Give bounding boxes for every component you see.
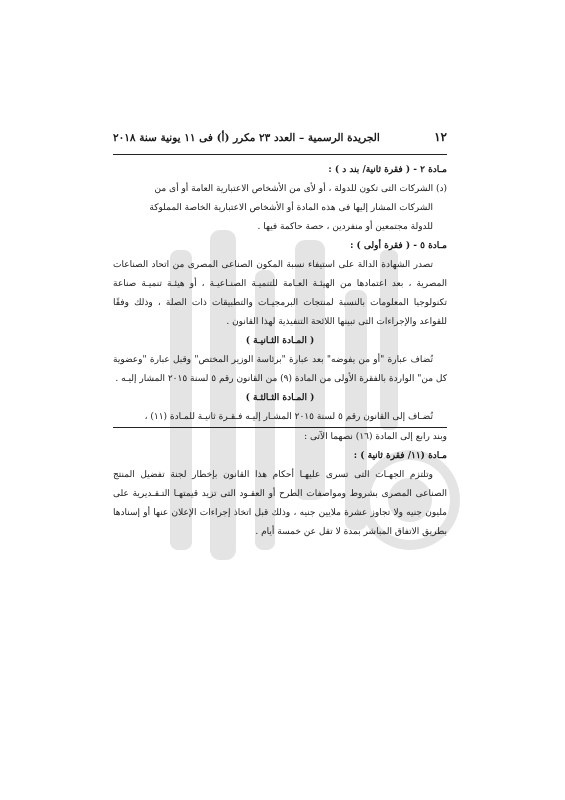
article-11-text: وتلتزم الجهـات التى تسرى عليهـا أحكام هذا القانون بإخطار لجنة تفضيل المنتج الصناعى المصرى بشروط ومواصفات الطرح أو العقـود التى تزيد قيمتهـا التـقـديرية على مليون جنيه ولا تجاوز عشرة ملايين جنيه ، وذلك قبل اتخاذ إجراءات الإعلان عنها أو إسنادها بطريق الاتفاق المباشر بمدة لا تقل عن خمسة أيام . [113, 470, 447, 537]
page-number: ١٢ [434, 130, 447, 144]
article-5-heading: مـادة ٥ - ( فقرة أولى ) : [350, 241, 447, 251]
page-header [113, 128, 447, 155]
second-article-text: تُضاف عبارة "أو من يفوضه" بعد عبارة "برئاسة الوزير المختص" وقبل عبارة "وعضوية كل من" الواردة بالفقرة الأولى من المادة (٩) من القانون رقم ٥ لسنة ٢٠١٥ المشار إليـه . [113, 355, 447, 384]
article-2-heading: مـادة ٢ - ( فقرة ثانية/ بند د ) : [328, 165, 447, 175]
article-2-item-d-line2: الشركات المشار إليها فى هذه المادة أو الأشخاص الاعتبارية الخاصة المملوكة [149, 203, 433, 213]
article-11-heading: مـادة (١١/ فقرة ثانية ) : [353, 451, 447, 461]
third-article-line2: وبند رابع إلى المادة (١٦) نصهما الآتى : [304, 432, 447, 442]
article-2-item-d-line3: للدولة مجتمعين أو منفردين ، حصة حاكمة فيها . [257, 222, 433, 232]
third-article-title: ( المـادة الثـالثـة ) [245, 393, 315, 403]
second-article-title: ( المـادة الثـانيـة ) [245, 336, 315, 346]
page-content [113, 128, 447, 542]
article-2-item-d-line1: (د) الشركات التى تكون للدولة ، أو لأى من الأشخاص الاعتبارية العامة أو أى من [154, 184, 447, 194]
gazette-title: الجريدة الرسمية – العدد ٢٣ مكرر (أ) فى ١١ يونية سنة ٢٠١٨ [113, 132, 380, 144]
article-5-text: تصدر الشهادة الدالة على استيفاء نسبة المكون الصناعى المصرى من اتحاد الصناعات المصرية ، بعد اعتمادها من الهيئـة العـامة للتنميـة الصنـاعيـة ، أو هيئـة تنميـة صناعة تكنولوجيا المعلومات بالنسبة لمنتجات البرمجيـات والتطبيقات ذات الصلة ، وذلك وفقًا للقواعد والإجراءات التى تبينها اللائحة التنفيذية لهذا القانون . [113, 260, 447, 327]
third-article-line1: تُضـاف إلى القانون رقم ٥ لسنة ٢٠١٥ المشـار إليـه فـقـرة ثانيـة للمـادة (١١) ، [144, 412, 433, 422]
